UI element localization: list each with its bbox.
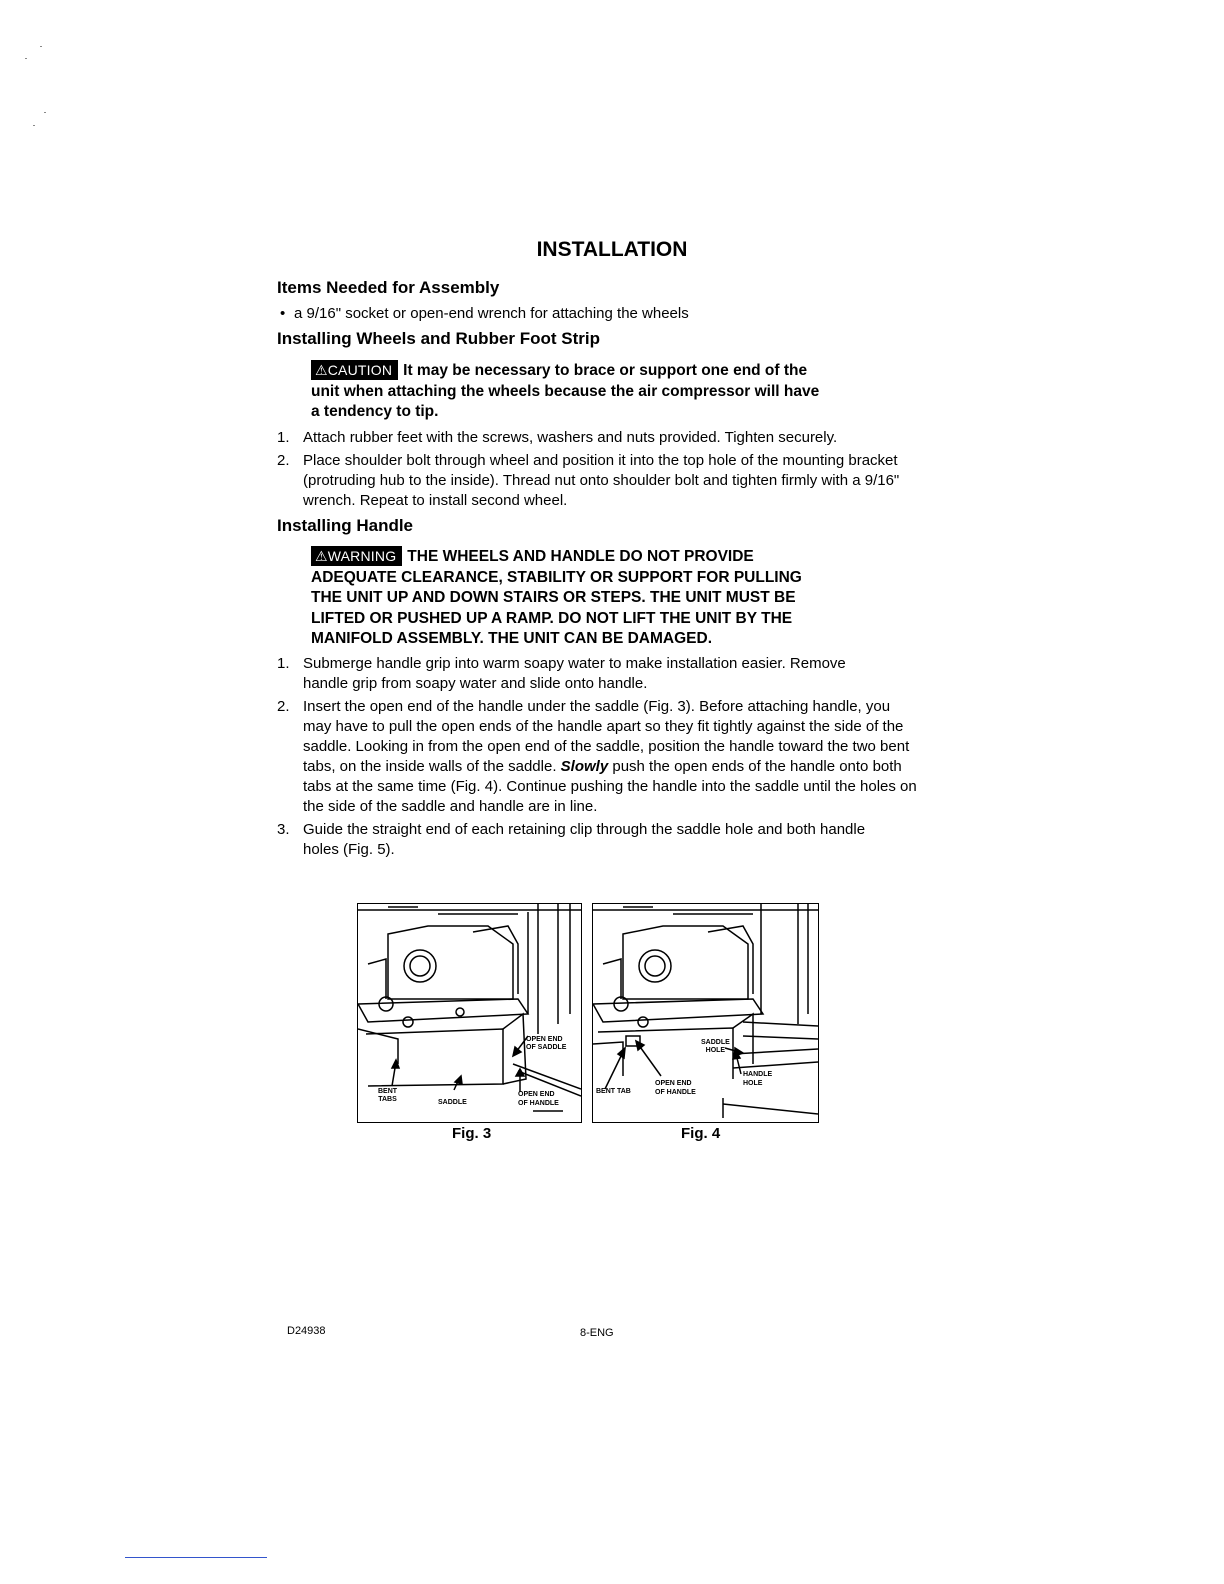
figure-3-caption: Fig. 3: [452, 1125, 492, 1142]
emphasis-slowly: Slowly: [560, 758, 609, 775]
figure-4-caption: Fig. 4: [681, 1125, 721, 1142]
handle-heading: Installing Handle: [277, 516, 414, 535]
step-text: Submerge handle grip into warm soapy water to make installation easier. Remove handle grip from soapy water and slide onto handle.: [303, 655, 846, 692]
caution-line: a tendency to tip.: [311, 403, 439, 420]
label-line: OPEN END: [655, 1080, 692, 1087]
label-line: OF SADDLE: [526, 1044, 567, 1051]
warning-badge: ⚠WARNING: [311, 546, 402, 566]
step-text: Guide the straight end of each retaining clip through the saddle hole and both handle holes (Fig. 5).: [303, 821, 866, 858]
label-handle-hole: [743, 1070, 772, 1088]
wheels-steps: [277, 428, 922, 511]
label-open-end-of-handle: [518, 1090, 559, 1108]
step-text: Place shoulder bolt through wheel and position it into the top hole of the mounting bracket (protruding hub to the inside). Thread nut onto shoulder bolt and tighten firmly with a 9/16" wrench. Repeat to install second wheel.: [303, 452, 900, 509]
step-number: 2.: [277, 452, 290, 469]
items-needed-bullet: [280, 304, 689, 324]
scan-speck: [40, 46, 42, 47]
step-text-part: Insert the open end of the handle under the saddle (Fig. 3). Before attaching handle, you may have to pull the open ends of the handle apart so they fit tightly against the side of the saddle. Looking in from the open end of the saddle, position the handle toward the two bent tabs, on the inside walls of the saddle.: [303, 698, 910, 775]
step-number: 1.: [277, 655, 290, 672]
scan-speck: [33, 125, 35, 126]
label-open-end-of-saddle: [526, 1036, 566, 1052]
label-saddle-hole: [701, 1039, 730, 1055]
list-item: [277, 428, 922, 448]
scan-speck: [44, 112, 46, 113]
page-title: INSTALLATION: [536, 238, 688, 261]
warning-line: LIFTED OR PUSHED UP A RAMP. DO NOT LIFT THE UNIT BY THE: [311, 609, 793, 627]
label-bent-tab: BENT TAB: [596, 1088, 631, 1095]
label-line: TABS: [378, 1096, 397, 1103]
list-item: [277, 654, 878, 694]
label-line: HOLE: [705, 1047, 726, 1054]
step-text: [303, 698, 917, 815]
label-saddle: SADDLE: [438, 1099, 467, 1106]
label-line: HANDLE: [743, 1071, 773, 1078]
step-number: 2.: [277, 698, 290, 715]
scan-speck: [25, 58, 27, 59]
items-needed-heading: Items Needed for Assembly: [277, 278, 500, 297]
caution-badge: ⚠CAUTION: [311, 360, 398, 380]
label-line: BENT: [378, 1088, 398, 1095]
warning-line: THE WHEELS AND HANDLE DO NOT PROVIDE: [407, 548, 754, 565]
list-item: [277, 451, 913, 511]
bullet-text: a 9/16" socket or open-end wrench for attaching the wheels: [294, 305, 689, 322]
label-line: HOLE: [743, 1080, 763, 1087]
step-text: Attach rubber feet with the screws, washers and nuts provided. Tighten securely.: [303, 429, 838, 446]
footer-link-underline: [125, 1557, 267, 1558]
doc-number: D24938: [287, 1325, 326, 1337]
step-number: 1.: [277, 429, 290, 446]
handle-steps: [277, 654, 917, 860]
warning-line: MANIFOLD ASSEMBLY. THE UNIT CAN BE DAMAGED.: [311, 630, 713, 647]
caution-line: It may be necessary to brace or support one end of the: [403, 362, 808, 379]
label-line: OPEN END: [526, 1036, 563, 1043]
label-open-end-of-handle: [655, 1079, 696, 1097]
figure-3-image: [357, 903, 582, 1123]
caution-notice: [311, 360, 871, 423]
list-item: [277, 697, 917, 817]
label-line: OPEN END: [518, 1091, 555, 1098]
list-item: [277, 820, 903, 860]
step-number: 3.: [277, 821, 290, 838]
label-line: OF HANDLE: [518, 1100, 559, 1107]
label-line: OF HANDLE: [655, 1089, 696, 1096]
wheels-heading: Installing Wheels and Rubber Foot Strip: [277, 329, 601, 348]
warning-line: THE UNIT UP AND DOWN STAIRS OR STEPS. THE UNIT MUST BE: [311, 589, 796, 606]
caution-line: unit when attaching the wheels because the air compressor will have: [311, 382, 820, 400]
page-number: 8-ENG: [580, 1327, 614, 1339]
step-text-part: push the open ends of the handle onto both tabs at the same time (Fig. 4). Continue pushing the handle into the saddle until the holes on the side of the saddle and handle are in line.: [303, 758, 917, 815]
warning-notice: [311, 546, 871, 650]
label-bent-tabs: [378, 1088, 397, 1104]
bullet-dot: •: [280, 305, 286, 322]
warning-line: ADEQUATE CLEARANCE, STABILITY OR SUPPORT FOR PULLING: [311, 568, 802, 586]
figure-4-image: [592, 903, 819, 1123]
label-line: SADDLE: [701, 1039, 730, 1046]
